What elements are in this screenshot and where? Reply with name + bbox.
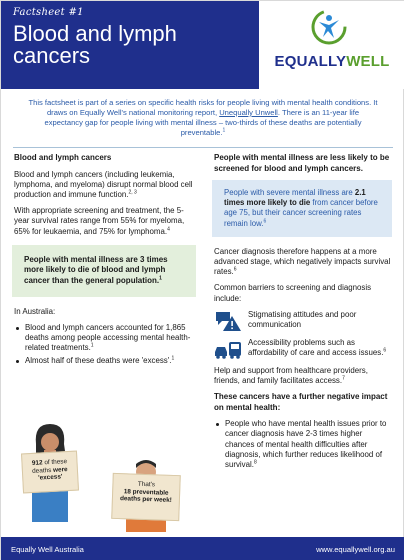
mortality-callout-sup: 1 — [159, 275, 162, 282]
barrier-access-body: Accessibility problems such as affordability of care and access issues. — [248, 337, 384, 358]
left-paragraph-1-sup: 2, 3 — [128, 189, 137, 196]
left-paragraph-2-sup: 4 — [167, 225, 170, 232]
speech-bubbles-warning-icon — [214, 310, 242, 332]
list-item — [214, 419, 392, 470]
intro-post: . There is an 11-year life expectancy gap for people living with mental illness – two-thirds of these deaths are potentially preventable. — [44, 108, 362, 137]
australia-bullets — [14, 323, 196, 367]
right-paragraph-3-text: Help and support from healthcare providers, friends, and family facilitates access. — [214, 365, 368, 386]
right-paragraph-3 — [214, 366, 392, 386]
right-paragraph-1 — [214, 247, 392, 278]
people-with-signs-illustration — [14, 406, 204, 534]
right-paragraph-1-text: Cancer diagnosis therefore happens at a more advanced stage, which negatively impacts survival rates. — [214, 246, 391, 277]
bullet-1-text: Blood and lymph cancers accounted for 1,865 deaths among people accessing mental health-related treatments. — [25, 322, 191, 353]
page-title: Blood and lymph cancers — [13, 21, 177, 68]
footer-website-link[interactable]: www.equallywell.org.au — [316, 545, 395, 554]
bullet-2-sup: 1 — [171, 355, 175, 362]
excess-deaths-sign — [21, 451, 79, 494]
right-paragraph-1-sup: 6 — [233, 266, 237, 273]
screening-callout-pre: People with severe mental illness are — [224, 188, 355, 197]
excess-deaths-number: 912 — [31, 459, 43, 467]
left-paragraph-1-text: Blood and lymph cancers (including leukemia, lymphoma, and myeloma) disrupt normal blood cell production and immune function. — [14, 169, 193, 199]
logo-wordmark — [259, 53, 404, 70]
right-column — [214, 153, 392, 473]
report-link[interactable]: Unequally Unwell — [219, 108, 278, 117]
screening-callout — [212, 180, 392, 237]
intro-paragraph — [27, 98, 379, 138]
in-australia-label: In Australia: — [14, 306, 56, 316]
barrier-access-text — [248, 338, 392, 358]
logo-word-equally: EQUALLY — [274, 53, 347, 70]
impact-bullet-text: People who have mental health issues prior to cancer diagnosis have 2-3 times higher chances of mental health difficulties after diagnosis, which further reduces likelihood of survival. — [225, 419, 387, 470]
mortality-callout-text: People with mental illness are 3 times more likely to die of blood and lymph cancer than the general population. — [24, 254, 168, 285]
footer-bar — [1, 537, 404, 560]
equallywell-logo-icon — [311, 9, 347, 45]
screening-callout-sup: 6 — [263, 218, 267, 225]
footer-org: Equally Well Australia — [11, 545, 84, 554]
barrier-stigma — [214, 310, 392, 332]
section-divider — [13, 147, 393, 148]
factsheet-kicker: Factsheet #1 — [13, 7, 84, 18]
right-heading-2: These cancers have a further negative impact on mental health: — [214, 392, 388, 412]
left-paragraph-2-text: With appropriate screening and treatment, the 5-year survival rates range from 55% for myeloma, 65% for leukaemia, and 75% for lymphoma. — [14, 206, 185, 236]
intro-sup: 1 — [222, 127, 226, 134]
car-bus-icon — [214, 338, 242, 360]
mortality-callout — [12, 245, 196, 297]
impact-bullet-sup: 8 — [253, 459, 257, 466]
screening-callout-bold: 2.1 times more likely to die — [224, 188, 366, 208]
left-paragraph-2 — [14, 206, 196, 237]
barrier-access — [214, 338, 392, 360]
list-item — [14, 323, 196, 354]
right-paragraph-2: Common barriers to screening and diagnosis include: — [214, 283, 372, 303]
equallywell-logo — [259, 1, 404, 89]
left-heading: Blood and lymph cancers — [14, 153, 112, 162]
right-heading: People with mental illness are less likely to be screened for blood and lymph cancers. — [214, 153, 390, 173]
impact-bullets — [214, 419, 392, 470]
bullet-1-sup: 1 — [90, 342, 94, 349]
left-paragraph-1 — [14, 170, 196, 201]
left-column — [14, 153, 196, 370]
barrier-stigma-text: Stigmatising attitudes and poor communication — [248, 309, 357, 330]
preventable-deaths-lead: That's — [137, 480, 156, 489]
intro-pre: This factsheet is part of a series on specific health risks for people living with mental health conditions. It draws on Equally Well's national monitoring report, — [28, 98, 378, 117]
logo-word-well: WELL — [346, 53, 390, 70]
list-item — [14, 356, 196, 366]
barrier-access-sup: 6 — [383, 347, 387, 354]
preventable-deaths-sign — [111, 473, 181, 521]
right-paragraph-3-sup: 7 — [342, 375, 345, 382]
excess-deaths-end: were 'excess' — [37, 465, 68, 482]
screening-callout-post: from cancer before age 75, but their cancer screening rates remain low. — [224, 198, 378, 228]
bullet-2-text: Almost half of these deaths were 'excess'. — [25, 356, 172, 366]
header-banner — [1, 1, 259, 89]
preventable-deaths-text: 18 preventable deaths per week! — [119, 487, 172, 505]
excess-deaths-mid: of these deaths — [31, 458, 68, 475]
